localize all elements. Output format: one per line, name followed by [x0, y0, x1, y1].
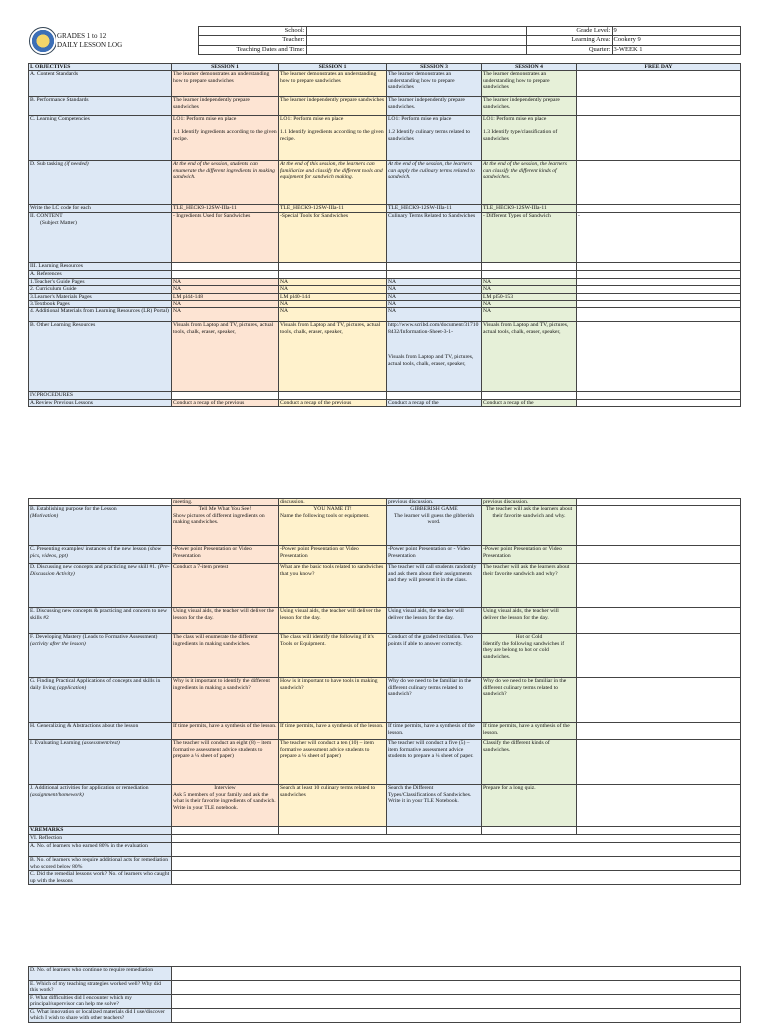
- school-label: School:: [198, 27, 306, 36]
- cell: Culinary Terms Related to Sandwiches: [387, 213, 482, 263]
- cell: NA: [172, 286, 279, 293]
- cell: [172, 827, 279, 835]
- subtask-note: (if needed): [64, 161, 89, 168]
- cell: TLE_HECK9-12SW-IIIa-11: [279, 205, 387, 213]
- cell: NA: [172, 308, 279, 322]
- cell: [577, 293, 741, 300]
- cell: LO1: Perform mise en place 1.3 Identify type/classification of sandwiches: [482, 116, 577, 161]
- cell: previous discussion.: [482, 499, 577, 506]
- cell: Prepare for a long quiz.: [482, 785, 577, 827]
- grade-level-value: 9: [612, 27, 740, 36]
- row-label: [29, 213, 172, 263]
- cell: LM pl44-148: [172, 293, 279, 300]
- cell: [482, 271, 577, 278]
- row-label: E. Discussing new concepts & practicing and concern to new skills #2: [29, 608, 172, 634]
- dll-title: DAILY LESSON LOG: [57, 40, 123, 49]
- school-value: [306, 27, 526, 36]
- cell: [172, 857, 741, 871]
- cell: [482, 263, 577, 271]
- cell: [577, 399, 741, 406]
- cell: [577, 785, 741, 827]
- evaluate-label: I. Evaluating Learning: [30, 740, 81, 747]
- cell: The learner independently prepare sandwiches.: [482, 97, 577, 116]
- cell: Visuals from Laptop and TV, pictures, actual tools, chalk, eraser, speaker,: [172, 322, 279, 392]
- cell-text: Ask 5 members of your family and ask the what is their favorite ingredients of sandwich. Write in your TLE notebook.: [173, 791, 276, 811]
- cell: NA: [387, 286, 482, 293]
- row-label: [29, 499, 172, 506]
- cell: If time permits, have a synthesis of the lesson.: [279, 723, 387, 740]
- cell: [577, 322, 741, 392]
- additional-label: J. Additional activities for application or remediation: [30, 785, 149, 792]
- table-row: [29, 995, 741, 1009]
- cell: [279, 827, 387, 835]
- cell: The learner demonstrates an understanding how to prepare sandwiches: [279, 71, 387, 97]
- cell: The teacher will ask the learners about their favorite sandwich and why.: [482, 506, 577, 546]
- cell: [279, 271, 387, 278]
- cell: [172, 506, 279, 546]
- cell: Conduct a recap of the: [387, 399, 482, 406]
- cell: -Power point Presentation or Video Presentation: [172, 546, 279, 564]
- cell: [482, 392, 577, 399]
- cell: Conduct a recap of the previous: [279, 399, 387, 406]
- examples-note: (show pics, videos, ppt): [30, 546, 162, 559]
- mastery-note: (activity after the lesson): [30, 640, 86, 647]
- row-label: III. Learning Resources: [29, 263, 172, 271]
- cell: Visuals from Laptop and TV, pictures, actual tools, chalk, eraser, speaker,: [482, 322, 577, 392]
- row-label: VI. Reflection: [29, 835, 172, 843]
- cell: If time permits, have a synthesis of the lesson.: [172, 723, 279, 740]
- table-row: [29, 843, 741, 857]
- lesson-table-page2: [28, 498, 741, 885]
- cell: [172, 981, 741, 995]
- row-label: B. No. of learners who require additional acts for remediation who scored below 80%: [29, 857, 172, 871]
- cell: Using visual aids, the teacher will deliver the lesson for the day.: [482, 608, 577, 634]
- table-row: [29, 678, 741, 723]
- mastery-label: F. Developing Mastery (Leads to Formative Assessment): [30, 634, 158, 641]
- row-label: B. Other Learning Resources: [29, 322, 172, 392]
- row-label: [29, 564, 172, 608]
- row-label: B. Performance Standards: [29, 97, 172, 116]
- cell: NA: [172, 278, 279, 285]
- page-3: [28, 966, 740, 1023]
- cell: [172, 392, 279, 399]
- discuss1-note: (Pre-Discussion Activity): [30, 564, 170, 577]
- row-label: A. No. of learners who earned 80% in the evaluation: [29, 843, 172, 857]
- cell: NA: [482, 308, 577, 322]
- practical-label: G. Finding Practical Applications of concepts and skills in daily living: [30, 678, 161, 691]
- table-row: [29, 71, 741, 97]
- activity-title: Tell Me What You See!: [198, 506, 252, 513]
- table-row: [29, 506, 741, 546]
- row-label: C. Learning Competencies: [29, 116, 172, 161]
- session4-header: SESSION 4: [482, 64, 577, 71]
- table-row: [29, 308, 741, 322]
- activity-title: GIBBERISH GAME: [410, 506, 458, 513]
- cell: TLE_HECK9-12SW-IIIa-11: [387, 205, 482, 213]
- cell: Search at least 10 culinary terms related to sandwiches: [279, 785, 387, 827]
- table-row: [29, 785, 741, 827]
- row-label: Write the LC code for each: [29, 205, 172, 213]
- cell: NA: [482, 278, 577, 285]
- cell: LM pl50-153: [482, 293, 577, 300]
- row-label: 2. Curriculum Guide: [29, 286, 172, 293]
- row-label: F. What difficulties did I encounter which my principal/supervisor can help me solve?: [29, 995, 172, 1009]
- cell: NA: [279, 308, 387, 322]
- cell: NA: [279, 286, 387, 293]
- discuss1-label: D. Discussing new concepts and practicing new skill #1.: [30, 564, 157, 571]
- cell: TLE_HECK9-12SW-IIIa-11: [172, 205, 279, 213]
- cell: Why do we need to be familiar in the different culinary terms related to sandwich?: [387, 678, 482, 723]
- row-label: V.REMARKS: [29, 827, 172, 835]
- table-row: [29, 286, 741, 293]
- cell: Using visual aids, the teacher will deliver the lesson for the day.: [172, 608, 279, 634]
- cell: [577, 678, 741, 723]
- quarter-value: 3-WEEK 1: [612, 45, 740, 54]
- session3-header: SESSION 3: [387, 64, 482, 71]
- cell-text: Name the following tools or equipment.: [280, 512, 370, 519]
- cell: TLE_HECK9-12SW-IIIa-11: [482, 205, 577, 213]
- table-row: [29, 634, 741, 678]
- cell: [172, 871, 741, 885]
- table-row: [29, 278, 741, 285]
- table-row: [29, 392, 741, 399]
- lesson-table-page3: [28, 966, 741, 1023]
- cell: The class will identify the following if it's Tools or Equipment.: [279, 634, 387, 678]
- cell: [577, 506, 741, 546]
- cell: Search the Different Types/Classifications of Sandwiches. Write it in your TLE Notebook.: [387, 785, 482, 827]
- cell: [387, 263, 482, 271]
- cell: - Ingredients Used for Sandwiches: [172, 213, 279, 263]
- cell: At the end of this session, the learners can familiarize and classify the different tools and equipment for sandwich making.: [279, 161, 387, 205]
- cell: The teacher will conduct a five (5) – item formative assessment advice students to prepare a ¼ sheet of paper.: [387, 740, 482, 785]
- cell: [279, 506, 387, 546]
- row-label: 3.Textbook Pages: [29, 301, 172, 308]
- table-row: [29, 293, 741, 300]
- content-label: II. CONTENT: [30, 213, 63, 220]
- cell: Conduct of the graded recitation. Two points if able to answer correctly.: [387, 634, 482, 678]
- cell: At the end of the session, the learners can classify the different kinds of sandwiches.: [482, 161, 577, 205]
- table-row: [29, 271, 741, 278]
- teacher-label: Teacher:: [198, 36, 306, 45]
- cell: LM pl40-144: [279, 293, 387, 300]
- row-label: [29, 785, 172, 827]
- cell: [577, 740, 741, 785]
- session1-header: SESSION 1: [172, 64, 279, 71]
- table-row: [29, 97, 741, 116]
- grades-text: GRADES 1 to 12: [57, 32, 107, 40]
- cell: LO1: Perform mise en place 1.1 Identify ingredients according to the given recipe.: [172, 116, 279, 161]
- cell: [577, 308, 741, 322]
- table-row: [29, 322, 741, 392]
- cell: previous discussion.: [387, 499, 482, 506]
- cell: [172, 835, 741, 843]
- cell: Using visual aids, the teacher will deliver the lesson for the day.: [387, 608, 482, 634]
- table-row: [29, 835, 741, 843]
- cell: [577, 271, 741, 278]
- subject-matter-label: (Subject Matter): [40, 219, 77, 226]
- cell: The learner independently prepare sandwiches.: [387, 97, 482, 116]
- cell: [577, 301, 741, 308]
- cell: Classify the different kinds of sandwiches.: [482, 740, 577, 785]
- subtask-label: D. Sub tasking: [30, 161, 64, 168]
- cell: [387, 392, 482, 399]
- lesson-table-page1: [28, 63, 741, 407]
- cell: The learner demonstrates an understanding how to prepare sandwiches: [172, 71, 279, 97]
- cell: [172, 843, 741, 857]
- page-2: [28, 498, 740, 885]
- table-row: [29, 205, 741, 213]
- cell: [577, 97, 741, 116]
- cell: How is it important to have tools in making sandwich?: [279, 678, 387, 723]
- row-label: 4. Additional Materials from Learning Resources (LR) Portal): [29, 308, 172, 322]
- additional-note: (assignment/homework): [30, 791, 84, 798]
- purpose-note: (Motivation): [30, 512, 59, 519]
- cell: [172, 995, 741, 1009]
- learning-area-label: Learning Area:: [526, 36, 612, 45]
- cell: NA: [387, 293, 482, 300]
- row-label: 3.Learner's Materials Pages: [29, 293, 172, 300]
- examples-label: C. Presenting examples/ instances of the new lesson: [30, 546, 147, 553]
- page-1: [28, 26, 740, 407]
- cell: The teacher will call students randomly and ask them about their assignments and they will present it in the class.: [387, 564, 482, 608]
- cell: [577, 263, 741, 271]
- cell-text: Identify the following sandwiches if they are belong to hot or cold sandwiches.: [483, 640, 565, 660]
- cell: Conduct a 7-item pretest: [172, 564, 279, 608]
- cell: The teacher will conduct a ten (10) – item formative assessment advice students to prepare a ¼ sheet of paper): [279, 740, 387, 785]
- quarter-label: Quarter:: [526, 45, 612, 54]
- table-row: [29, 857, 741, 871]
- cell: [482, 634, 577, 678]
- table-row: [29, 263, 741, 271]
- cell: [577, 161, 741, 205]
- cell: The learner independently prepare sandwiches: [172, 97, 279, 116]
- row-label: [29, 634, 172, 678]
- cell: NA: [279, 301, 387, 308]
- cell: -Power point Presentation or - Video Presentation: [387, 546, 482, 564]
- cell: The teacher will ask the learners about their favorite sandwich and why?: [482, 564, 577, 608]
- cell: [577, 608, 741, 634]
- table-row: [29, 546, 741, 564]
- table-row: [29, 608, 741, 634]
- table-row: [29, 399, 741, 406]
- cell: [577, 546, 741, 564]
- evaluate-note: (assessment/test): [81, 740, 120, 747]
- row-label: [29, 546, 172, 564]
- cell: [577, 205, 741, 213]
- cell: [577, 634, 741, 678]
- cell: [172, 1009, 741, 1023]
- cell: LO1: Perform mise en place 1.2 Identify culinary terms related to sandwiches: [387, 116, 482, 161]
- cell: The teacher will conduct an eight (8) – item formative assessment advice students to prepare a ¼ sheet of paper): [172, 740, 279, 785]
- activity-title: Hot or Cold: [515, 634, 543, 641]
- cell: At the end of the session, students can enumerate the different ingredients in making sandwich.: [172, 161, 279, 205]
- table-row: [29, 740, 741, 785]
- row-label: [29, 740, 172, 785]
- grade-level-label: Grade Level:: [526, 27, 612, 36]
- cell: -Special Tools for Sandwiches: [279, 213, 387, 263]
- table-row: [29, 213, 741, 263]
- cell: The learner demonstrates an understanding how to prepare sandwiches: [387, 71, 482, 97]
- cell: discussion.: [279, 499, 387, 506]
- cell: At the end of the session, the learners can apply the culinary terms related to sandwich.: [387, 161, 482, 205]
- table-row: [29, 499, 741, 506]
- table-row: [29, 564, 741, 608]
- cell: NA: [387, 308, 482, 322]
- cell: -Power point Presentation or Video Presentation: [279, 546, 387, 564]
- practical-note: (application): [57, 684, 87, 691]
- cell: The learner independently prepare sandwiches: [279, 97, 387, 116]
- cell: [482, 827, 577, 835]
- cell: [577, 278, 741, 285]
- table-row: [29, 723, 741, 740]
- cell: [172, 785, 279, 827]
- cell: Visuals from Laptop and TV, pictures, actual tools, chalk, eraser, speaker,: [279, 322, 387, 392]
- cell: - Different Types of Sandwich: [482, 213, 577, 263]
- row-label: C. Did the remedial lessons work? No. of learners who caught up with the lessons: [29, 871, 172, 885]
- cell: [577, 286, 741, 293]
- cell: [172, 967, 741, 981]
- cell: [279, 263, 387, 271]
- cell: [577, 116, 741, 161]
- dates-label: Teaching Dates and Time:: [198, 45, 306, 54]
- cell: Why is it important to identify the different ingredients in making a sandwich?: [172, 678, 279, 723]
- activity-title: Interview: [214, 785, 236, 792]
- cell: NA: [279, 278, 387, 285]
- cell: meeting.: [172, 499, 279, 506]
- dates-value: [306, 45, 526, 54]
- cell-text: Show pictures of different ingredients on making sandwiches.: [173, 512, 265, 526]
- purpose-label: B. Establishing purpose for the Lesson: [30, 506, 117, 513]
- table-row: [29, 116, 741, 161]
- cell: [577, 71, 741, 97]
- row-label: 1.Teacher's Guide Pages: [29, 278, 172, 285]
- table-row: [29, 967, 741, 981]
- deped-seal-icon: [29, 27, 56, 55]
- free-day-header: FREE DAY: [577, 64, 741, 71]
- cell: [577, 827, 741, 835]
- cell: NA: [387, 301, 482, 308]
- cell: [172, 263, 279, 271]
- cell: If time permits, have a synthesis of the lesson.: [387, 723, 482, 740]
- table-row: [29, 981, 741, 995]
- row-label: A. Content Standards: [29, 71, 172, 97]
- teacher-value: [306, 36, 526, 45]
- cell: [279, 392, 387, 399]
- cell: [387, 506, 482, 546]
- table-row: [29, 827, 741, 835]
- row-label: [29, 161, 172, 205]
- cell: Conduct a recap of the: [482, 399, 577, 406]
- cell: -: [577, 213, 741, 263]
- deped-logo: [28, 27, 56, 55]
- cell: The learner demonstrates an understanding how to prepare sandwiches: [482, 71, 577, 97]
- cell: -Power point Presentation or Video Presentation: [482, 546, 577, 564]
- row-label: A. References: [29, 271, 172, 278]
- cell: NA: [387, 278, 482, 285]
- table-row: [29, 1009, 741, 1023]
- table-row: [29, 871, 741, 885]
- table-row: [29, 301, 741, 308]
- cell: What are the basic tools related to sandwiches that you know?: [279, 564, 387, 608]
- cell: [387, 271, 482, 278]
- cell: [577, 392, 741, 399]
- cell: [387, 827, 482, 835]
- cell: http://www.scribd.com/document/317108432/Information-Sheet-3-1- Visuals from Laptop and TV, pictures, actual tools, chalk, eraser, speaker,: [387, 322, 482, 392]
- objectives-header: I. OBJECTIVES: [29, 64, 172, 71]
- row-label: A.Review Previous Lessons: [29, 399, 172, 406]
- header-table: [28, 26, 741, 55]
- row-label: H. Generalizing & Abstractions about the lesson: [29, 723, 172, 740]
- learning-area-value: Cookery 9: [612, 36, 740, 45]
- cell: Using visual aids, the teacher will deliver the lesson for the day.: [279, 608, 387, 634]
- cell: Why do we need to be familiar in the different culinary terms related to sandwich?: [482, 678, 577, 723]
- header-title: [56, 27, 198, 55]
- cell: [577, 564, 741, 608]
- cell: LO1: Perform mise en place 1.1 Identify ingredients according to the given recipe.: [279, 116, 387, 161]
- row-label: E. Which of my teaching strategies worked well? Why did this work?: [29, 981, 172, 995]
- cell: If time permits, have a synthesis of the lesson.: [482, 723, 577, 740]
- row-label: D. No. of learners who continue to require remediation: [29, 967, 172, 981]
- row-label: [29, 678, 172, 723]
- cell: [172, 271, 279, 278]
- cell: Conduct a recap of the previous: [172, 399, 279, 406]
- cell: NA: [172, 301, 279, 308]
- table-row: [29, 161, 741, 205]
- row-label: G. What innovation or localized materials did I use/discover which I wish to share with other teachers?: [29, 1009, 172, 1023]
- cell: NA: [482, 301, 577, 308]
- cell: [577, 499, 741, 506]
- row-label: [29, 506, 172, 546]
- session2-header: SESSION 1: [279, 64, 387, 71]
- cell-text: The learner will guess the gibberish word.: [394, 512, 474, 526]
- cell: The class will enumerate the different ingredients in making sandwiches.: [172, 634, 279, 678]
- cell: [577, 723, 741, 740]
- row-label: IV.PROCEDURES: [29, 392, 172, 399]
- cell: NA: [482, 286, 577, 293]
- activity-title: YOU NAME IT!: [313, 506, 352, 513]
